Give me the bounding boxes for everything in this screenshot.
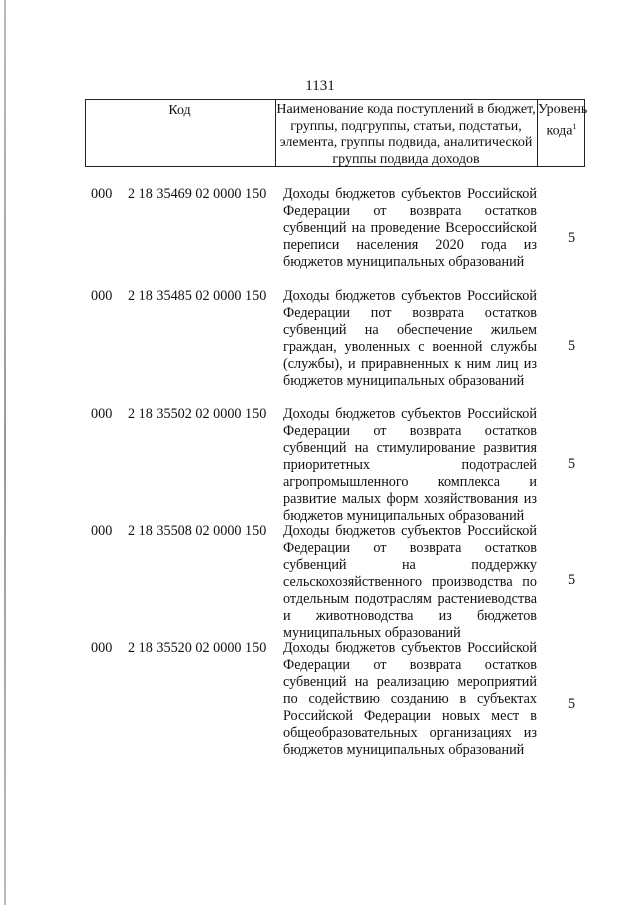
header-level-label: Уровень кода xyxy=(538,102,588,139)
row-code: 2 18 35520 02 0000 150 xyxy=(128,640,267,656)
row-level: 5 xyxy=(568,456,576,472)
row-name: Доходы бюджетов субъектов Российской Федерации от возврата остатков субвенций на проведение Всероссийской переписи населения 2020 года из бюджетов муниципальных образований xyxy=(283,186,537,270)
row-level: 5 xyxy=(568,230,576,246)
row-prefix: 000 xyxy=(91,523,113,539)
header-code: Код xyxy=(168,103,191,118)
header-level-footnote: 1 xyxy=(572,121,577,131)
row-name: Доходы бюджетов субъектов Российской Федерации от возврата остатков субвенций на поддержку сельскохозяйственного производства по отдельным подотраслям растениеводства и животноводства из бюджетов муниципальных образований xyxy=(283,523,537,641)
row-code: 2 18 35469 02 0000 150 xyxy=(128,186,267,202)
row-name: Доходы бюджетов субъектов Российской Федерации от возврата остатков субвенций на реализацию мероприятий по содействию созданию в субъектах Российской Федерации новых мест в общеобразовательных организациях из бюджетов муниципальных образований xyxy=(283,640,537,758)
row-code: 2 18 35508 02 0000 150 xyxy=(128,523,267,539)
header-name: Наименование кода поступлений в бюджет, группы, подгруппы, статьи, подстатьи, элемента, группы подвида, аналитической группы подвида доходов xyxy=(276,102,536,167)
row-prefix: 000 xyxy=(91,186,113,202)
table-header xyxy=(85,99,588,167)
row-name: Доходы бюджетов субъектов Российской Федерации от возврата остатков субвенций на стимулирование развития приоритетных подотраслей агропромышленного комплекса и развитие малых форм хозяйствования из бюджетов муниципальных образований xyxy=(283,406,537,524)
header-level xyxy=(538,102,588,140)
row-level: 5 xyxy=(568,338,576,354)
row-name: Доходы бюджетов субъектов Российской Федерации пот возврата остатков субвенций на обеспечение жильем граждан, уволенных с военной службы (службы), и приравненных к ним лиц из бюджетов муниципальных образований xyxy=(283,288,537,389)
page-number: 1131 xyxy=(305,78,335,94)
row-code: 2 18 35502 02 0000 150 xyxy=(128,406,267,422)
row-prefix: 000 xyxy=(91,640,113,656)
row-prefix: 000 xyxy=(91,288,113,304)
row-prefix: 000 xyxy=(91,406,113,422)
row-code: 2 18 35485 02 0000 150 xyxy=(128,288,267,304)
row-level: 5 xyxy=(568,572,576,588)
page-edge-shadow xyxy=(4,0,6,905)
row-level: 5 xyxy=(568,696,576,712)
